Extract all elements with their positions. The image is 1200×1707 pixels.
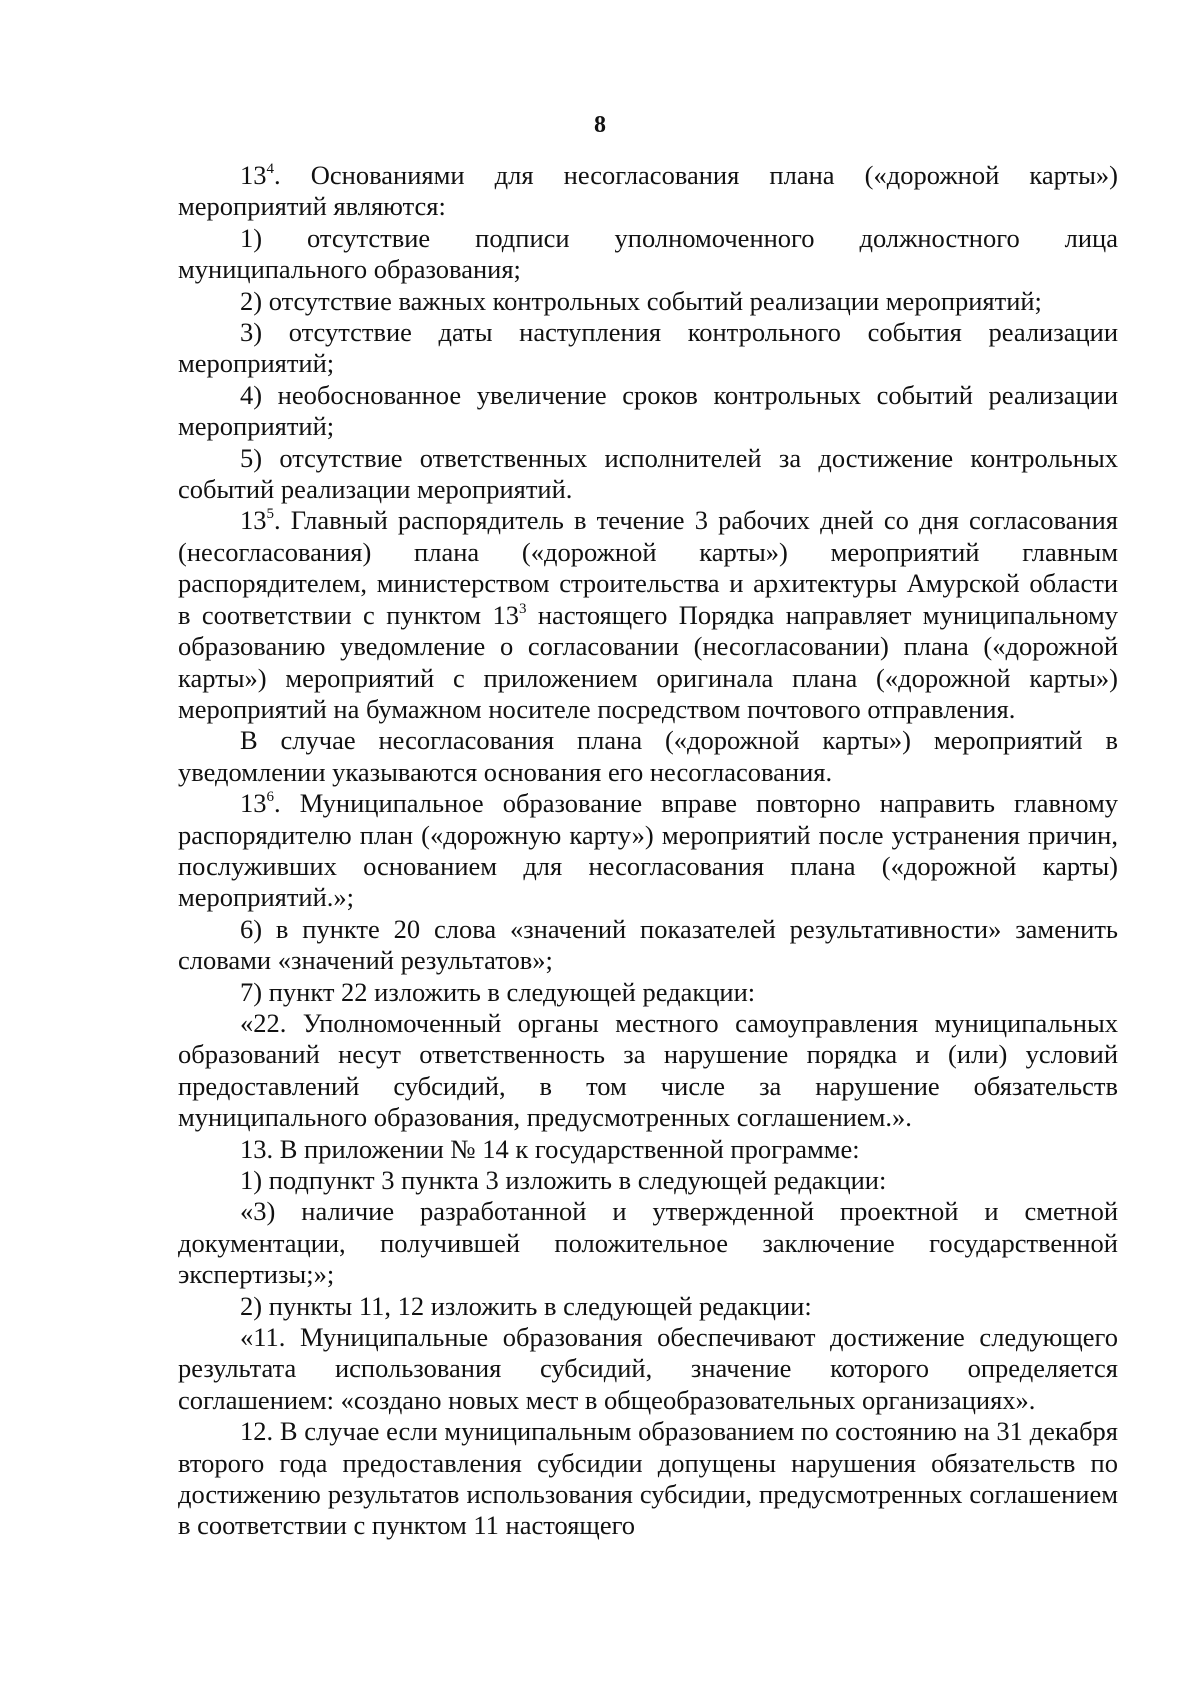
paragraph-13: 13. В приложении № 14 к государственной программе:: [240, 1133, 860, 1164]
clause-superscript: 4: [266, 161, 274, 177]
reference-superscript: 3: [518, 600, 527, 617]
list-item-6: 6) в пункте 20 слова «значений показателей результативности» заменить словами «значений результатов»;: [178, 913, 1118, 976]
clause-superscript: 6: [266, 789, 274, 806]
paragraph-text: . Основаниями для несогласования плана («дорожной карты») мероприятий являются:: [178, 160, 1118, 222]
clause-number: 13: [240, 788, 267, 819]
list-item-4: 4) необоснованное увеличение сроков контрольных событий реализации мероприятий;: [178, 379, 1118, 442]
paragraph-13-6: [178, 788, 1118, 914]
list-item-7: 7) пункт 22 изложить в следующей редакции:: [240, 976, 756, 1007]
document-body: [178, 160, 1118, 1542]
list-item-1-annex: 1) подпункт 3 пункта 3 изложить в следующей редакции:: [240, 1165, 887, 1195]
clause-number: 13: [240, 505, 267, 536]
paragraph-13-5: [178, 505, 1118, 725]
list-item-2: 2) отсутствие важных контрольных событий реализации мероприятий;: [240, 285, 1042, 316]
list-item-1: 1) отсутствие подписи уполномоченного должностного лица муниципального образования;: [178, 222, 1118, 285]
list-item-5: 5) отсутствие ответственных исполнителей за достижение контрольных событий реализации мероприятий.: [178, 442, 1118, 505]
paragraph-13-4: [178, 160, 1118, 223]
paragraph-notice: В случае несогласования плана («дорожной карты») мероприятий в уведомлении указываются основания его несогласования.: [178, 725, 1118, 787]
clause-superscript: 5: [266, 506, 274, 523]
paragraph-text: . Главный распорядитель в течение 3 рабочих дней со дня согласования (несогласования) плана («дорожной карты») мероприятий главным распорядителем, министерством строительства и архитектуры Амурской области в соответствии с пунктом 13: [178, 505, 1118, 630]
paragraph-12: 12. В случае если муниципальным образованием по состоянию на 31 декабря второго года предоставления субсидии допущены нарушения обязательств по достижению результатов использования субсидии, предусмотренных соглашением в соответствии с пунктом 11 настоящего: [178, 1416, 1118, 1541]
clause-number: 13: [240, 160, 267, 190]
paragraph-text-continued: настоящего Порядка направляет муниципальному образованию уведомление о согласовании (несогласовании) плана («дорожной карты») мероприятий с приложением оригинала плана («дорожной карты») мероприятий на бумажном носителе посредством почтового отправления.: [178, 599, 1118, 724]
list-item-3: 3) отсутствие даты наступления контрольного события реализации мероприятий;: [178, 317, 1118, 379]
paragraph-subclause-3: «3) наличие разработанной и утвержденной проектной и сметной документации, получившей положительное заключение государственной экспертизы;»;: [178, 1196, 1118, 1290]
page-number: 8: [594, 112, 606, 138]
list-item-2-annex: 2) пункты 11, 12 изложить в следующей редакции:: [240, 1290, 812, 1321]
paragraph-11: «11. Муниципальные образования обеспечивают достижение следующего результата использования субсидий, значение которого определяется соглашением: «создано новых мест в общеобразовательных организациях».: [178, 1322, 1118, 1415]
paragraph-22: «22. Уполномоченный органы местного самоуправления муниципальных образований несут ответственность за нарушение порядка и (или) условий предоставлений субсидий, в том числе за нарушение обязательств муниципального образования, предусмотренных соглашением.».: [178, 1007, 1118, 1133]
paragraph-text: . Муниципальное образование вправе повторно направить главному распорядителю план («дорожную карту») мероприятий после устранения причин, послуживших основанием для несогласования плана («дорожной карты) мероприятий.»;: [178, 788, 1118, 913]
